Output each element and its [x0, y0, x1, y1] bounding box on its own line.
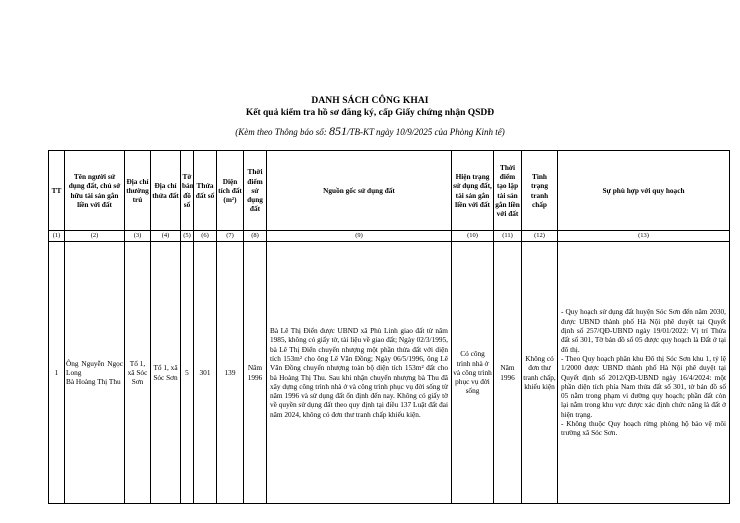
col-number: (7)	[217, 231, 244, 242]
col-number: (13)	[558, 231, 730, 242]
owner-name-2: Bà Hoàng Thị Thu	[66, 377, 121, 387]
public-list-table	[48, 150, 730, 504]
page-subtitle: Kết quả kiểm tra hồ sơ đăng ký, cấp Giấy chứng nhận QSDĐ	[245, 108, 495, 118]
owner-name-1: Ông Nguyễn Ngọc Long	[66, 358, 123, 377]
cell-parcel: 301	[194, 242, 217, 504]
cell-resident-address: Tổ 1, xã Sóc Sơn	[125, 242, 151, 504]
notice-number: 851	[328, 124, 347, 138]
col-header-parcel: Thửa đất số	[194, 151, 217, 231]
notice-reference	[0, 124, 740, 139]
col-number: (9)	[267, 231, 452, 242]
col-header-resident-address: Địa chỉ thường trú	[125, 151, 151, 231]
col-number: (3)	[125, 231, 151, 242]
cell-tt: 1	[49, 242, 65, 504]
column-number-row	[49, 231, 730, 242]
table-row	[49, 242, 730, 504]
cell-area: 139	[217, 242, 244, 504]
cell-land-address: Tổ 1, xã Sóc Sơn	[151, 242, 181, 504]
table-header-row	[49, 151, 730, 231]
col-header-land-address: Địa chỉ thửa đất	[151, 151, 181, 231]
notice-suffix: /TB-KT ngày 10/9/2025 của Phòng Kinh tế)	[346, 127, 505, 137]
col-number: (10)	[452, 231, 494, 242]
cell-dispute: Không có đơn thư tranh chấp, khiếu kiện	[522, 242, 558, 504]
col-number: (6)	[194, 231, 217, 242]
col-header-area: Diện tích đất (m²)	[217, 151, 244, 231]
col-number: (4)	[151, 231, 181, 242]
planning-item-2: - Theo Quy hoạch phân khu Đô thị Sóc Sơn khu 1, tỷ lệ 1/2000 được UBND thành phố Hà Nội phê duyệt tại Quyết định số 2012/QĐ-UBND ngày 16/4/2024: một phần diện tích phía Nam thửa đất số 301, tờ bản đồ số 05 nằm trong phạm vi đường quy hoạch; phần đất còn lại nằm trong khu vực được xác định chức năng là đất ở hiện trạng.	[561, 353, 726, 419]
planning-item-3: - Không thuộc Quy hoạch rừng phòng hộ bảo vệ môi trường xã Sóc Sơn.	[561, 419, 726, 438]
col-header-owner: Tên người sử dụng đất, chủ sở hữu tài sản gắn liền với đất	[65, 151, 125, 231]
notice-prefix: (Kèm theo Thông báo số:	[235, 127, 329, 137]
col-header-use-time: Thời điểm sử dụng đất	[244, 151, 267, 231]
col-header-current-state: Hiện trạng sử dụng đất, tài sản gắn liền với đất	[452, 151, 494, 231]
col-header-map-sheet: Tờ bản đồ số	[181, 151, 194, 231]
cell-asset-time: Năm 1996	[494, 242, 522, 504]
col-number: (1)	[49, 231, 65, 242]
col-number: (8)	[244, 231, 267, 242]
cell-use-time: Năm 1996	[244, 242, 267, 504]
col-header-tt: TT	[49, 151, 65, 231]
col-header-planning: Sự phù hợp với quy hoạch	[558, 151, 730, 231]
cell-current-state: Có công trình nhà ở và công trình phục vụ đời sống	[452, 242, 494, 504]
col-number: (11)	[494, 231, 522, 242]
col-number: (12)	[522, 231, 558, 242]
col-number: (5)	[181, 231, 194, 242]
col-number: (2)	[65, 231, 125, 242]
col-header-asset-time: Thời điểm tạo lập tài sản gắn liền với đất	[494, 151, 522, 231]
cell-planning	[558, 242, 730, 504]
cell-map-sheet: 5	[181, 242, 194, 504]
planning-item-1: - Quy hoạch sử dụng đất huyện Sóc Sơn đến năm 2030, được UBND thành phố Hà Nội phê duyệt tại Quyết định số 257/QĐ-UBND ngày 19/01/2022: Vị trí Thửa đất số 301, Tờ bản đồ số 05 được quy hoạch là Đất ở tại đô thị.	[561, 307, 726, 354]
col-header-origin: Nguồn gốc sử dụng đất	[267, 151, 452, 231]
col-header-dispute: Tình trạng tranh chấp	[522, 151, 558, 231]
cell-origin: Bà Lê Thị Điển được UBND xã Phù Linh giao đất từ năm 1985, không có giấy tờ, tài liệu về giao đất; Ngày 02/3/1995, bà Lê Thị Điển chuyển nhượng một phần thửa đất với diện tích 153m² cho ông Lê Văn Đồng; Ngày 06/5/1996, ông Lê Văn Đồng chuyển nhượng toàn bộ diện tích 153m² đất cho bà Hoàng Thị Thu. Sau khi nhận chuyển nhượng bà Thu đã xây dựng công trình nhà ở và công trình phục vụ đời sống từ năm 1996 và sử dụng đất ổn định đến nay. Không có giấy tờ về quyền sử dụng đất theo quy định tại điều 137 Luật đất đai năm 2024, không có đơn thư tranh chấp khiếu kiện.	[267, 242, 452, 504]
page-title: DANH SÁCH CÔNG KHAI	[311, 96, 429, 106]
cell-owner	[65, 242, 125, 504]
